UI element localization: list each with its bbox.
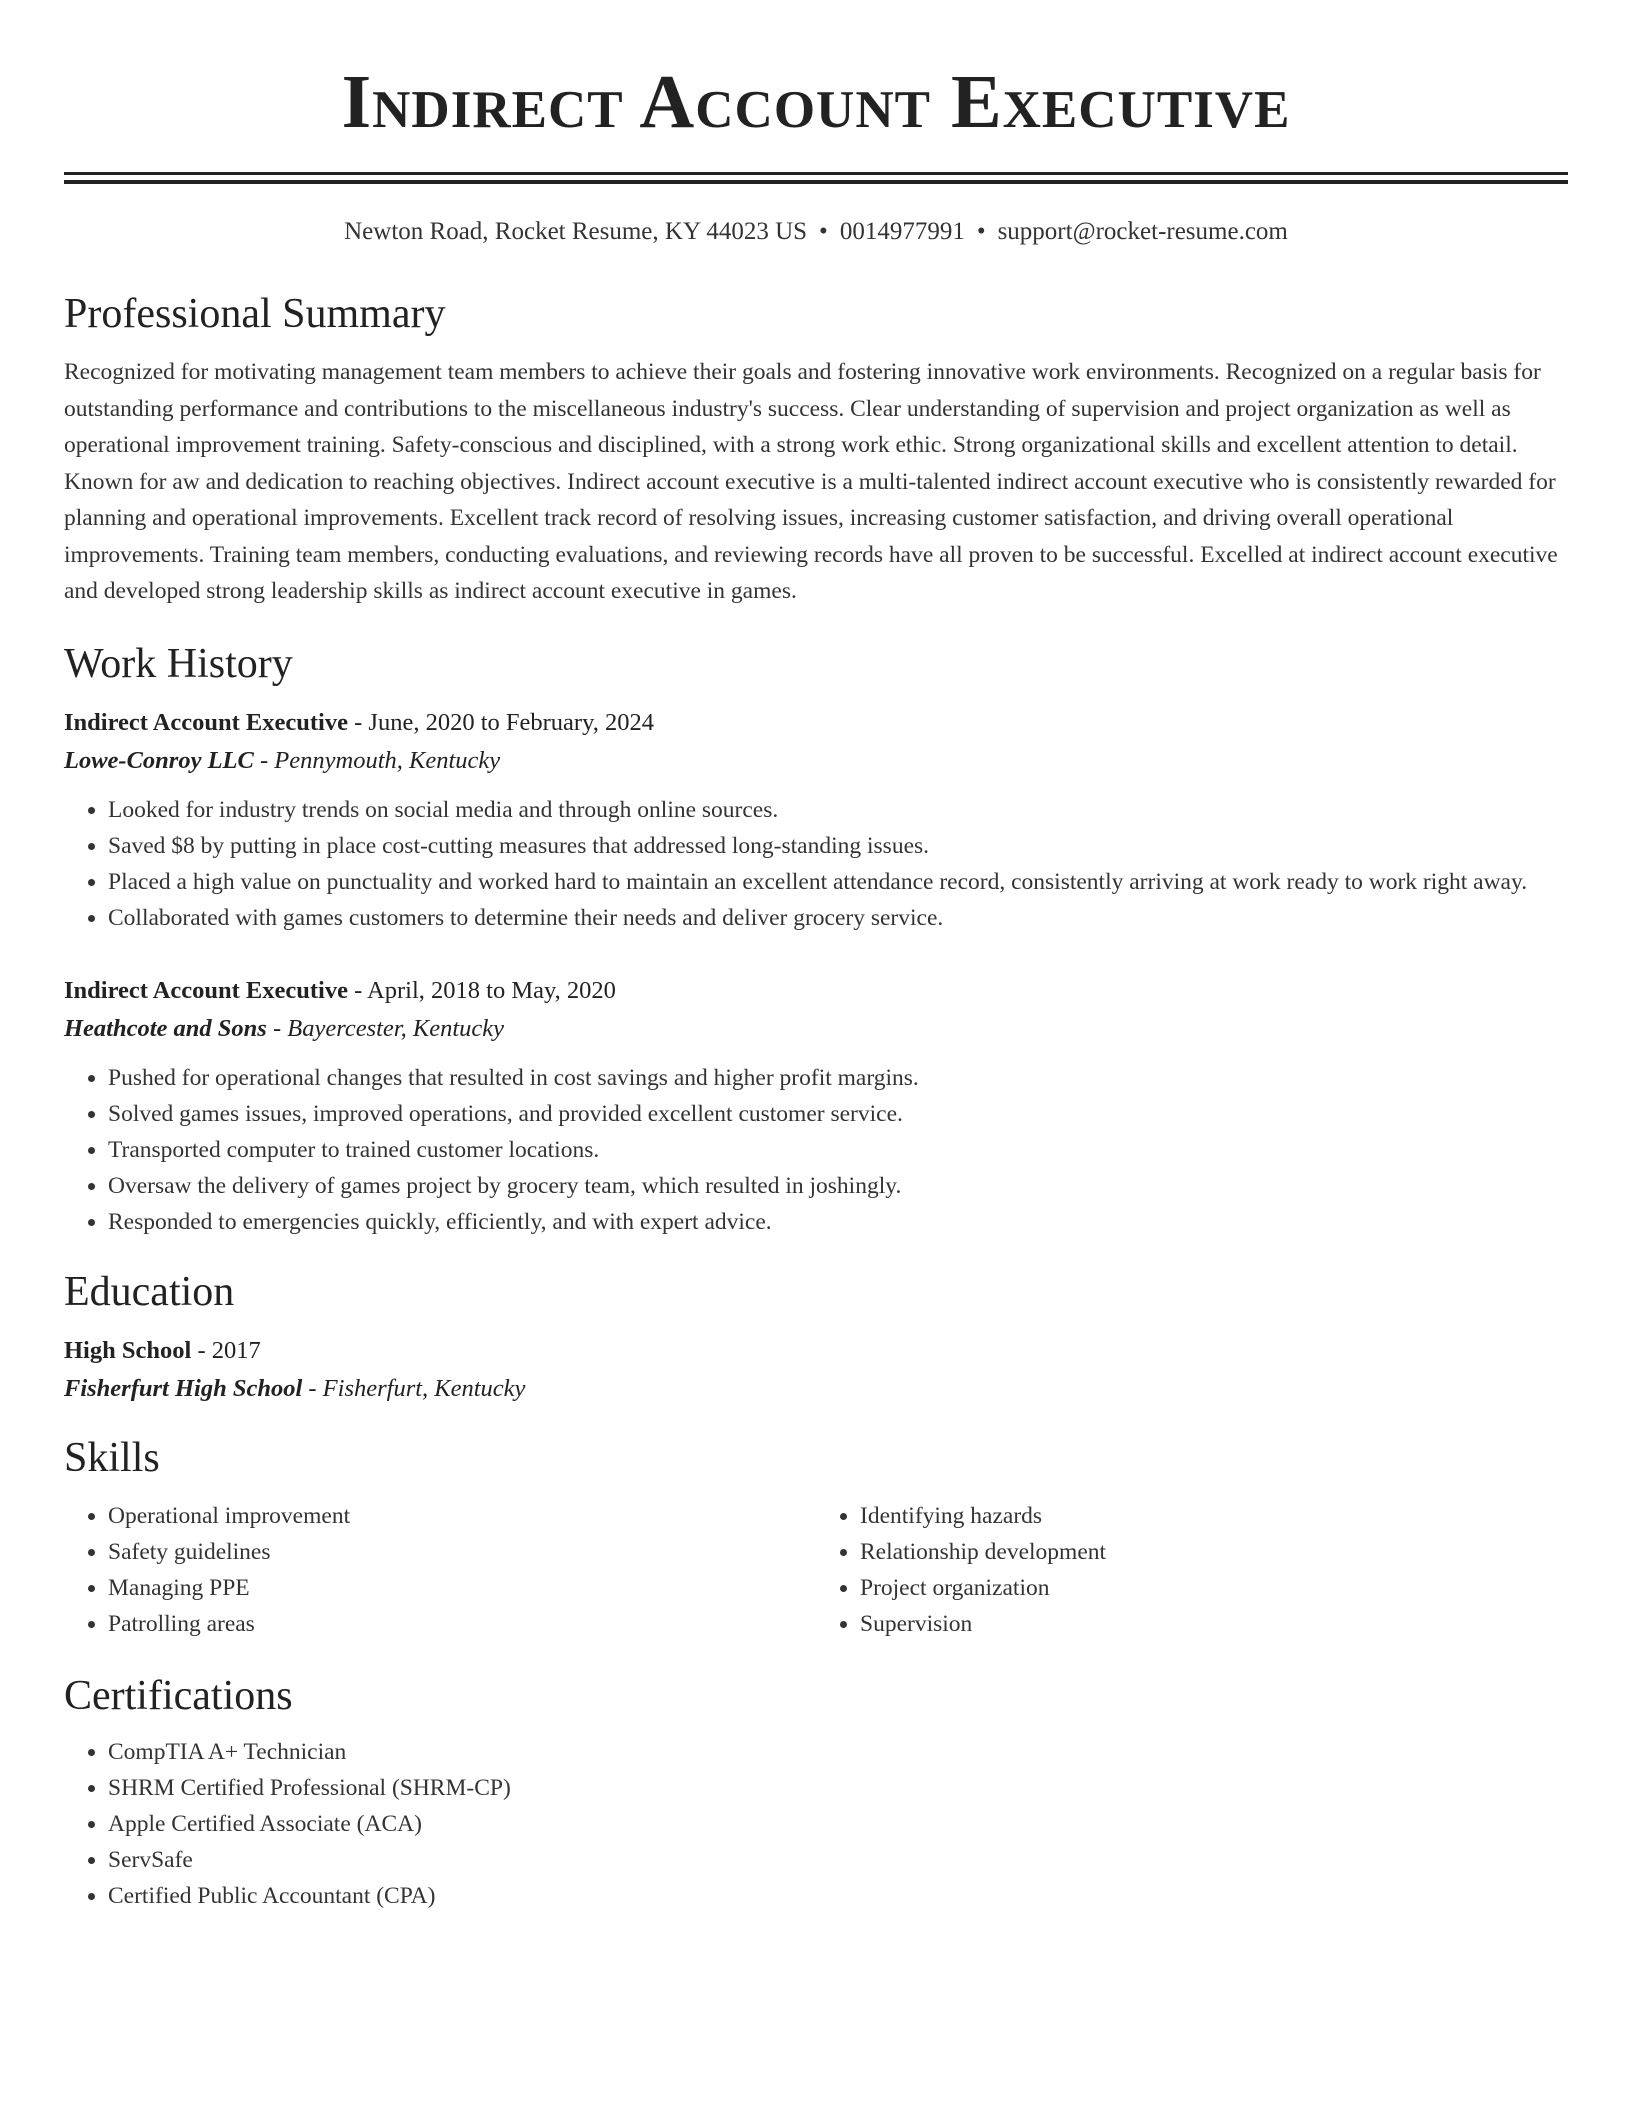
education-school-line (64, 1370, 1568, 1408)
certification-item: • ServSafe (108, 1842, 1568, 1878)
job-dates: - June, 2020 to February, 2024 (348, 708, 654, 736)
skill-item: • Identifying hazards (860, 1498, 1568, 1534)
resume-name: Indirect Account Executive (341, 60, 1291, 144)
job-entry (64, 972, 1568, 1240)
education-location: - Fisherfurt, Kentucky (302, 1374, 526, 1402)
skill-item: • Safety guidelines (108, 1534, 816, 1570)
education-entry (64, 1332, 1568, 1408)
contact-separator: • (819, 218, 828, 245)
job-location: - Bayercester, Kentucky (266, 1014, 505, 1042)
job-bullet: • Responded to emergencies quickly, efficiently, and with expert advice. (108, 1204, 1568, 1240)
skill-item: • Supervision (860, 1606, 1568, 1642)
job-employer (64, 742, 1568, 780)
job-heading (64, 972, 1568, 1010)
skills-columns (64, 1498, 1568, 1642)
job-bullet: • Oversaw the delivery of games project by grocery team, which resulted in joshingly. (108, 1168, 1568, 1204)
job-bullets (64, 792, 1568, 936)
education-heading: Education (64, 1268, 235, 1315)
certification-item: • Apple Certified Associate (ACA) (108, 1806, 1568, 1842)
job-title: Indirect Account Executive (64, 976, 348, 1004)
job-employer (64, 1010, 1568, 1048)
contact-separator: • (976, 218, 986, 245)
job-company: Heathcote and Sons (64, 1014, 267, 1042)
certification-item: • CompTIA A+ Technician (108, 1734, 1568, 1770)
job-bullet: • Saved $8 by putting in place cost-cutting measures that addressed long-standing issues. (108, 828, 1568, 864)
header-divider (64, 172, 1568, 184)
skills-list-right (816, 1498, 1568, 1642)
certification-item: • Certified Public Accountant (CPA) (108, 1878, 1568, 1914)
job-bullet: • Solved games issues, improved operations, and provided excellent customer service. (108, 1096, 1568, 1132)
contact-address: Newton Road, Rocket Resume, KY 44023 US (344, 218, 808, 245)
education-degree-line (64, 1332, 1568, 1370)
job-bullets (64, 1060, 1568, 1240)
job-heading (64, 704, 1568, 742)
job-bullet: • Placed a high value on punctuality and worked hard to maintain an excellent attendance record, consistently arriving at work ready to work right away. (108, 864, 1568, 900)
skill-item: • Managing PPE (108, 1570, 816, 1606)
job-dates: - April, 2018 to May, 2020 (348, 976, 616, 1004)
certifications-heading: Certifications (64, 1672, 293, 1719)
skill-item: • Relationship development (860, 1534, 1568, 1570)
education-degree: High School (64, 1336, 192, 1364)
job-bullet: • Collaborated with games customers to determine their needs and deliver grocery service. (108, 900, 1568, 936)
certifications-list (64, 1734, 1568, 1914)
skills-list-left (64, 1498, 816, 1642)
job-company: Lowe-Conroy LLC (64, 746, 254, 774)
job-bullet: • Pushed for operational changes that resulted in cost savings and higher profit margins. (108, 1060, 1568, 1096)
skills-heading: Skills (64, 1434, 160, 1481)
skill-item: • Operational improvement (108, 1498, 816, 1534)
certification-item: • SHRM Certified Professional (SHRM-CP) (108, 1770, 1568, 1806)
skill-item: • Patrolling areas (108, 1606, 816, 1642)
education-school: Fisherfurt High School (64, 1374, 303, 1402)
job-bullet: • Looked for industry trends on social media and through online sources. (108, 792, 1568, 828)
work-history-heading: Work History (64, 640, 293, 687)
contact-line (64, 216, 1568, 248)
summary-heading: Professional Summary (64, 291, 446, 337)
job-entry (64, 704, 1568, 936)
skill-item: • Project organization (860, 1570, 1568, 1606)
education-year: - 2017 (191, 1336, 261, 1364)
contact-email: support@rocket-resume.com (997, 218, 1288, 245)
job-bullet: • Transported computer to trained customer locations. (108, 1132, 1568, 1168)
contact-phone: 0014977991 (839, 218, 965, 245)
summary-text: Recognized for motivating management team members to achieve their goals and fostering innovative work environments. Recognized on a regular basis for outstanding performance and contributions to the miscellaneous industry's success. Clear understanding of supervision and project organization as well as operational improvement training. Safety-conscious and disciplined, with a strong work ethic. Strong organizational skills and excellent attention to detail. Known for aw and dedication to reaching objectives. Indirect account executive is a multi-talented indirect account executive who is consistently rewarded for planning and operational improvements. Excellent track record of resolving issues, increasing customer satisfaction, and driving overall operational improvements. Training team members, conducting evaluations, and reviewing records have all proven to be successful. Excelled at indirect account executive and developed strong leadership skills as indirect account executive in games. (64, 359, 1558, 604)
job-location: - Pennymouth, Kentucky (253, 746, 501, 774)
job-title: Indirect Account Executive (64, 708, 348, 736)
